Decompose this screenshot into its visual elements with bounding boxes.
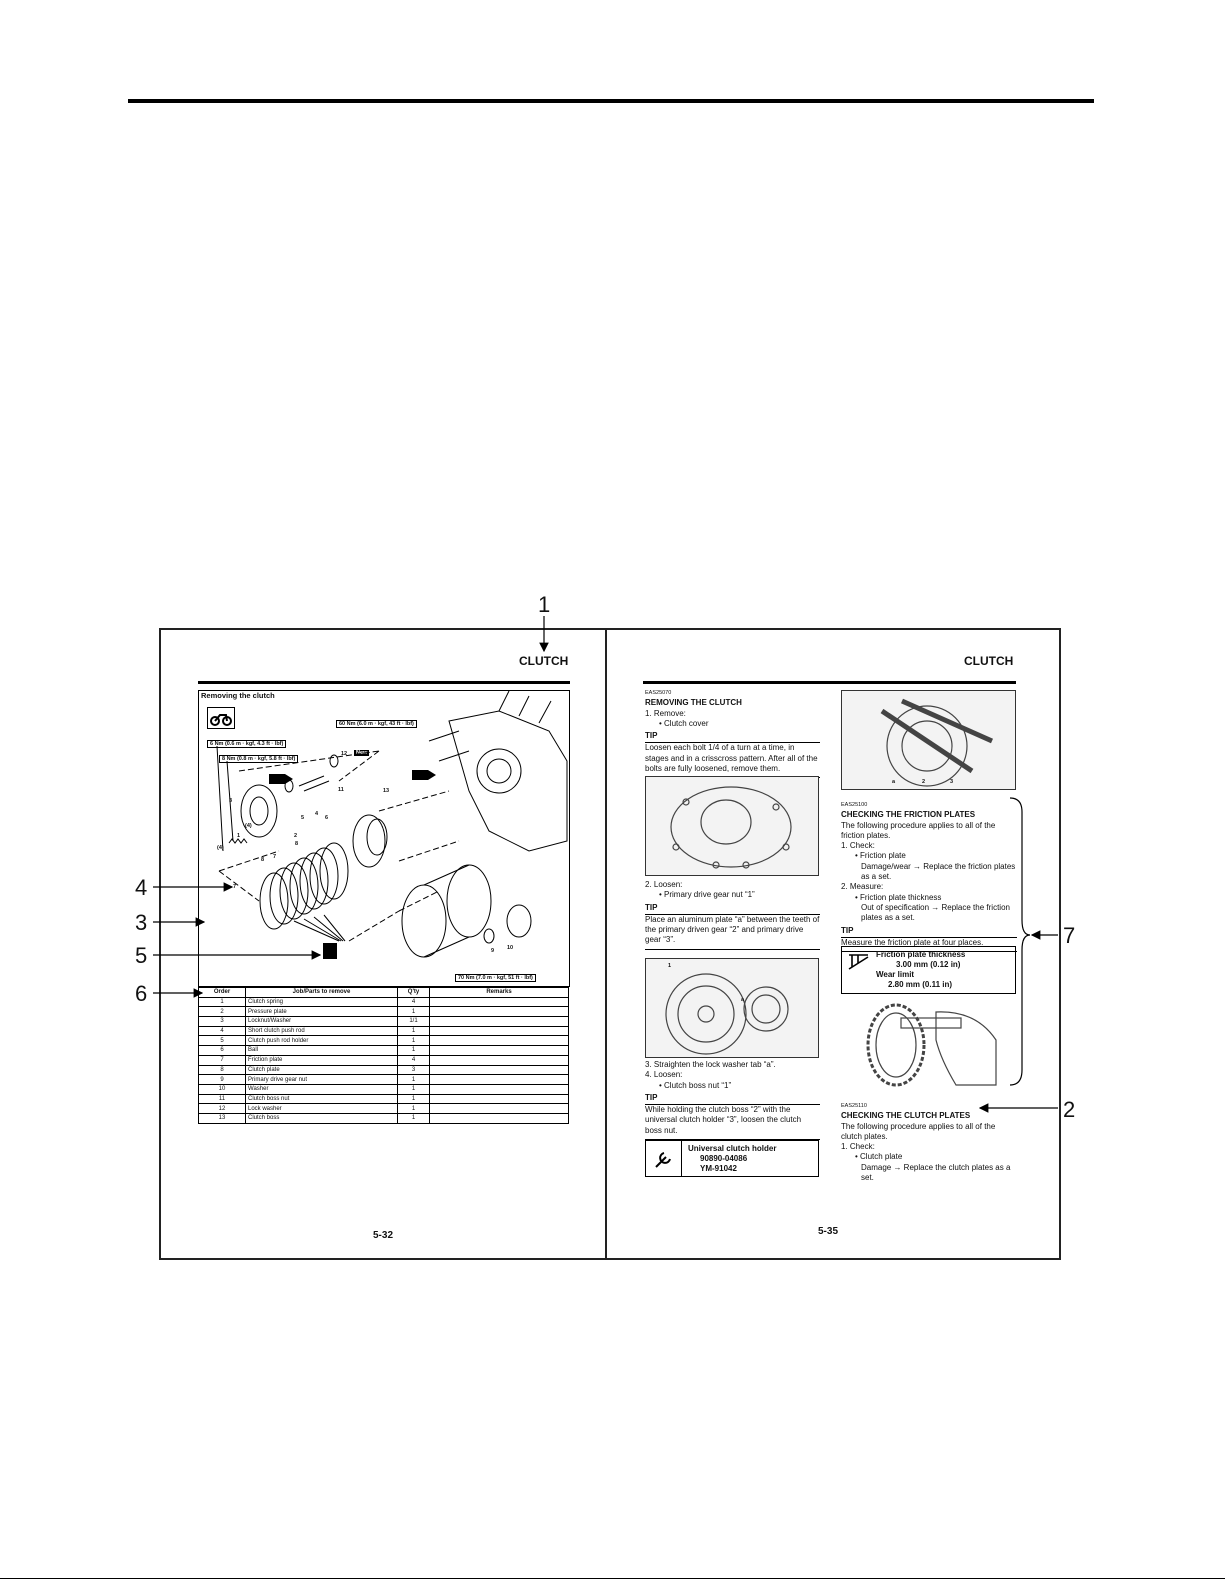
callout-4: 4 xyxy=(135,875,148,900)
table-row xyxy=(199,997,569,1007)
limit-value: 2.80 mm (0.11 in) xyxy=(888,980,953,989)
spec-label: Friction plate thickness xyxy=(876,950,966,959)
right-col-1-b xyxy=(645,880,820,950)
qty-cell: 1 xyxy=(398,1094,430,1104)
remarks-cell xyxy=(430,1065,569,1075)
parts-table-body xyxy=(199,997,569,1123)
part-label-8b: 8 xyxy=(295,841,299,847)
table-row xyxy=(199,1075,569,1085)
spec-box xyxy=(841,946,1016,994)
callout-2: 2 xyxy=(1063,1097,1076,1122)
left-header-rule xyxy=(198,681,570,684)
part-label-4: 4 xyxy=(315,811,319,817)
exploded-diagram xyxy=(198,690,570,987)
right-page-number: 5-35 xyxy=(818,1226,839,1237)
part-label-1: 1 xyxy=(237,833,241,839)
table-row xyxy=(199,1065,569,1075)
remarks-cell xyxy=(430,1007,569,1017)
part-name-cell: Pressure plate xyxy=(246,1007,398,1017)
part-label-4b: (4) xyxy=(245,823,252,829)
order-cell: 10 xyxy=(199,1084,246,1094)
part-label-4a: (4) xyxy=(217,845,224,851)
limit-label: Wear limit xyxy=(876,970,915,979)
part-label-10: 10 xyxy=(507,945,514,951)
part-name-cell: Washer xyxy=(246,1084,398,1094)
part-label-2: 2 xyxy=(294,833,298,839)
order-cell: 6 xyxy=(199,1046,246,1056)
step-remove-item: • Clutch cover xyxy=(659,718,709,728)
qty-cell: 1 xyxy=(398,1104,430,1114)
tip-text-4: Measure the friction plate at four places. xyxy=(841,937,984,947)
remarks-cell xyxy=(430,1094,569,1104)
order-cell: 7 xyxy=(199,1055,246,1065)
heading-removing-clutch: REMOVING THE CLUTCH xyxy=(645,698,742,708)
part-label-6: 6 xyxy=(325,815,329,821)
part-name-cell: Locknut/Washer xyxy=(246,1017,398,1027)
section-code-2: EAS25100 xyxy=(841,802,868,808)
tip-label-2: TIP xyxy=(645,902,658,912)
part-name-cell: Friction plate xyxy=(246,1055,398,1065)
clutch-plates-result: Damage → Replace the clutch plates as a set. xyxy=(861,1162,1011,1183)
spec-info xyxy=(876,947,965,993)
part-name-cell: Clutch push rod holder xyxy=(246,1036,398,1046)
order-cell: 8 xyxy=(199,1065,246,1075)
order-cell: 1 xyxy=(199,997,246,1007)
part-label-5: 5 xyxy=(301,815,305,821)
photo-label-2: 2 xyxy=(922,779,926,785)
qty-cell: 4 xyxy=(398,997,430,1007)
qty-cell: 1 xyxy=(398,1007,430,1017)
photo-measuring-plate xyxy=(856,1000,1006,1088)
remarks-cell xyxy=(430,1017,569,1027)
remarks-cell xyxy=(430,1104,569,1114)
clutch-plates-item: • Clutch plate xyxy=(855,1152,903,1162)
left-page-number: 5-32 xyxy=(373,1230,394,1241)
remarks-cell xyxy=(430,1036,569,1046)
tip-label-1: TIP xyxy=(645,731,658,741)
part-label-7a: 7 xyxy=(233,884,237,890)
order-cell: 2 xyxy=(199,1007,246,1017)
friction-measure-item: • Friction plate thickness xyxy=(855,892,942,902)
part-name-cell: Clutch spring xyxy=(246,997,398,1007)
tool-info xyxy=(682,1141,776,1176)
qty-cell: 1 xyxy=(398,1046,430,1056)
part-name-cell: Ball xyxy=(246,1046,398,1056)
section-code-1: EAS25070 xyxy=(645,690,672,696)
right-col-2-b xyxy=(841,1101,1017,1183)
tip-text-3: While holding the clutch boss “2” with the universal clutch holder “3”, loosen the clutch boss nut. xyxy=(645,1105,802,1135)
tip-text-2: Place an aluminum plate “a” between the teeth of the primary driven gear “2” and primary drive gear “3”. xyxy=(645,914,820,945)
right-col-1-c xyxy=(645,1060,820,1140)
part-name-cell: Clutch plate xyxy=(246,1065,398,1075)
order-cell: 3 xyxy=(199,1017,246,1027)
heading-friction-plates: CHECKING THE FRICTION PLATES xyxy=(841,810,976,820)
clutch-plates-intro: The following procedure applies to all of the clutch plates. xyxy=(841,1121,996,1141)
part-label-7b: 7 xyxy=(273,854,277,860)
part-label-8a: 8 xyxy=(261,857,265,863)
photo-label-a2: a xyxy=(892,779,896,785)
photo-label-1: 1 xyxy=(668,963,672,969)
order-cell: 5 xyxy=(199,1036,246,1046)
table-row xyxy=(199,1084,569,1094)
part-label-9: 9 xyxy=(491,948,495,954)
part-name-cell: Short clutch push rod xyxy=(246,1026,398,1036)
order-cell: 11 xyxy=(199,1094,246,1104)
callout-3: 3 xyxy=(135,910,148,935)
torque-spec-1: 6 Nm (0.6 m · kgf, 4.3 ft · lbf) xyxy=(207,740,286,748)
spec-value: 3.00 mm (0.12 in) xyxy=(896,960,961,969)
remarks-cell xyxy=(430,1026,569,1036)
part-label-13: 13 xyxy=(383,788,390,794)
part-name-cell: Lock washer xyxy=(246,1104,398,1114)
order-cell: 4 xyxy=(199,1026,246,1036)
remarks-cell xyxy=(430,1046,569,1056)
table-row xyxy=(199,1026,569,1036)
remarks-cell xyxy=(430,1113,569,1123)
table-row xyxy=(199,1094,569,1104)
tip-text-1: Loosen each bolt 1/4 of a turn at a time, in stages and in a crisscross pattern. After all of the bolts are fully loosened, remove them. xyxy=(645,743,818,774)
wrench-icon xyxy=(646,1141,682,1176)
section-code-3: EAS25110 xyxy=(841,1103,867,1109)
right-header-rule xyxy=(643,681,1016,684)
step-loosen-2-item: • Clutch boss nut “1” xyxy=(659,1080,732,1090)
friction-measure-result: Out of specification → Replace the friction plates as a set. xyxy=(861,902,1010,923)
callout-1: 1 xyxy=(538,592,551,617)
table-row xyxy=(199,1113,569,1123)
callout-7: 7 xyxy=(1063,923,1076,948)
tip-label-4: TIP xyxy=(841,925,854,935)
step-loosen: 2. Loosen: xyxy=(645,880,683,889)
torque-spec-2: 8 Nm (0.8 m · kgf, 5.8 ft · lbf) xyxy=(219,755,298,763)
heading-clutch-plates: CHECKING THE CLUTCH PLATES xyxy=(841,1111,971,1121)
photo-label-a: a xyxy=(741,997,745,1003)
oil-marker-icon xyxy=(269,770,436,959)
friction-check-result: Damage/wear → Replace the friction plates as a set. xyxy=(861,861,1016,882)
order-cell: 13 xyxy=(199,1113,246,1123)
part-name-cell: Clutch boss nut xyxy=(246,1094,398,1104)
exploded-view-art xyxy=(199,691,569,986)
left-page-header: CLUTCH xyxy=(519,654,569,668)
qty-cell: 3 xyxy=(398,1065,430,1075)
right-col-2 xyxy=(841,800,1017,952)
col-job: Job/Parts to remove xyxy=(246,988,398,998)
table-row xyxy=(199,1104,569,1114)
photo-clutch-holder xyxy=(841,690,1016,790)
tool-box xyxy=(645,1140,819,1177)
step-straighten: 3. Straighten the lock washer tab “a”. xyxy=(645,1060,776,1069)
remarks-cell xyxy=(430,1055,569,1065)
friction-intro: The following procedure applies to all of the friction plates. xyxy=(841,820,996,840)
diagram-title: Removing the clutch xyxy=(201,691,275,700)
tool-name: Universal clutch holder xyxy=(688,1144,777,1153)
part-label-12: 12 xyxy=(341,751,348,757)
order-cell: 12 xyxy=(199,1104,246,1114)
table-row xyxy=(199,1046,569,1056)
remarks-cell xyxy=(430,997,569,1007)
photo-label-3: 3 xyxy=(950,779,954,785)
caliper-icon xyxy=(842,947,876,993)
part-label-3: 3 xyxy=(229,798,233,804)
torque-spec-4: 70 Nm (7.0 m · kgf, 51 ft · lbf) xyxy=(455,974,536,982)
col-qty: Q'ty xyxy=(398,988,430,998)
qty-cell: 1/1 xyxy=(398,1017,430,1027)
new-badge: New xyxy=(356,750,368,756)
photo-primary-gear xyxy=(645,958,819,1058)
right-page-header: CLUTCH xyxy=(964,654,1014,668)
col-remarks: Remarks xyxy=(430,988,569,998)
qty-cell: 1 xyxy=(398,1084,430,1094)
part-label-11: 11 xyxy=(338,787,344,793)
qty-cell: 4 xyxy=(398,1055,430,1065)
table-row xyxy=(199,1007,569,1017)
tool-part-number-1: 90890-04086 xyxy=(700,1154,748,1163)
friction-step-check: 1. Check: xyxy=(841,841,875,851)
step-loosen-item: • Primary drive gear nut “1” xyxy=(659,890,755,900)
tip-label-3: TIP xyxy=(645,1092,658,1102)
qty-cell: 1 xyxy=(398,1113,430,1123)
table-row xyxy=(199,1036,569,1046)
clutch-plates-step: 1. Check: xyxy=(841,1142,875,1152)
parts-table xyxy=(198,987,569,1124)
qty-cell: 1 xyxy=(398,1026,430,1036)
tool-part-number-2: YM-91042 xyxy=(700,1164,737,1173)
table-header-row xyxy=(199,988,569,998)
qty-cell: 1 xyxy=(398,1075,430,1085)
table-row xyxy=(199,1055,569,1065)
friction-check-item: • Friction plate xyxy=(855,851,906,861)
step-remove: 1. Remove: xyxy=(645,708,686,718)
part-name-cell: Primary drive gear nut xyxy=(246,1075,398,1085)
qty-cell: 1 xyxy=(398,1036,430,1046)
order-cell: 9 xyxy=(199,1075,246,1085)
torque-spec-3: 60 Nm (6.0 m · kgf, 43 ft · lbf) xyxy=(336,720,417,728)
friction-step-measure: 2. Measure: xyxy=(841,882,884,892)
photo-clutch-cover xyxy=(645,776,819,876)
right-col-1 xyxy=(645,688,820,778)
part-name-cell: Clutch boss xyxy=(246,1113,398,1123)
step-loosen-2: 4. Loosen: xyxy=(645,1070,683,1080)
remarks-cell xyxy=(430,1075,569,1085)
table-row xyxy=(199,1017,569,1027)
col-order: Order xyxy=(199,988,246,998)
callout-6: 6 xyxy=(135,981,148,1006)
parts-table-wrapper xyxy=(198,987,569,1124)
remarks-cell xyxy=(430,1084,569,1094)
callout-5: 5 xyxy=(135,943,148,968)
